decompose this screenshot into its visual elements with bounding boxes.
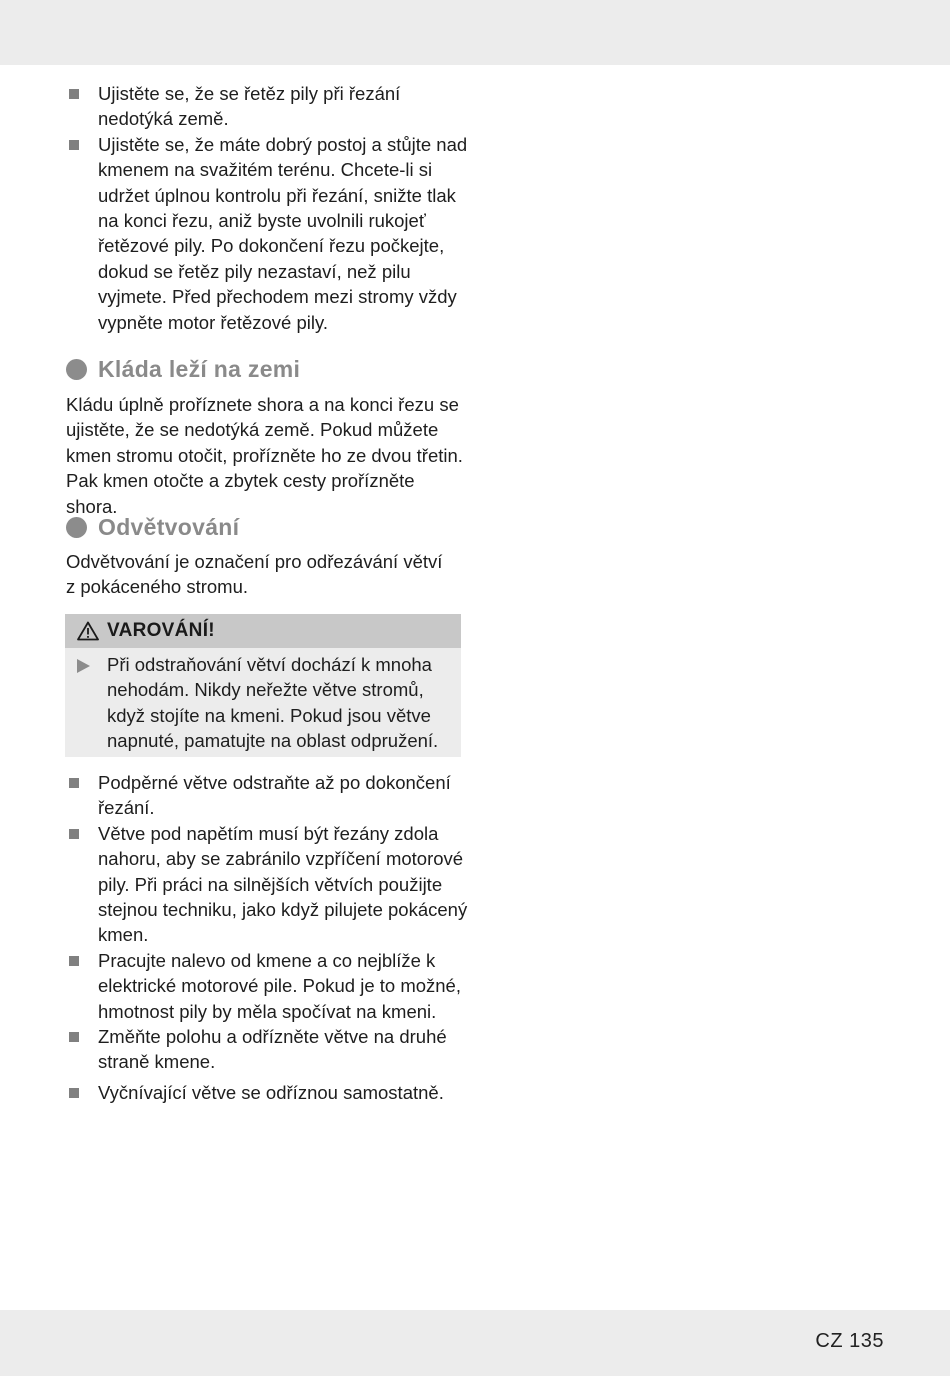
list-item-text: Pracujte nalevo od kmene a co nejblíže k elektrické motorové pile. Pokud je to možné, hmotnost pily by měla spočívat na kmeni. [98,949,461,1022]
list-item-text: Vyčnívající větve se odříznou samostatně. [98,1081,444,1103]
list-item [0,1080,468,1105]
square-bullet-icon [69,1032,79,1042]
square-bullet-icon [69,778,79,788]
square-bullet-icon [69,829,79,839]
list-item [0,770,468,821]
footer-band [0,1310,950,1376]
warning-header [65,614,461,648]
section-paragraph: Kládu úplně proříznete shora a na konci řezu se ujistěte, že se nedotýká země. Pokud můžete kmen stromu otočit, prořízněte ho ze dvou třetin. Pak kmen otočte a zbytek cesty prořízněte shora. [66,394,463,517]
page-number: CZ 135 [815,1330,884,1352]
circle-bullet-icon [66,359,87,380]
circle-bullet-icon [66,517,87,538]
warning-box [65,614,461,757]
list-item-text: Ujistěte se, že se řetěz pily při řezání nedotýká země. [98,83,401,130]
warning-triangle-icon [77,621,99,641]
bullet-list-top [0,81,468,335]
bullet-list-bottom [0,770,468,1105]
arrow-right-icon [77,659,90,673]
square-bullet-icon [69,89,79,99]
list-item-text: Ujistěte se, že máte dobrý postoj a stůjte nad kmenem na svažitém terénu. Chcete-li si udržet úplnou kontrolu při řezání, snižte tlak na konci řezu, aniž byste uvolnili rukojeť řetězové pily. Po dokončení řezu počkejte, dokud se řetěz pily nezastaví, než pilu vyjmete. Před přechodem mezi stromy vždy vypněte motor řetězové pily. [98,133,468,333]
section-heading-text: Odvětvování [98,514,240,540]
list-item-text: Podpěrné větve odstraňte až po dokončení řezání. [98,772,451,819]
section-heading-text: Kláda leží na zemi [98,356,301,382]
list-item [0,132,468,335]
warning-title: VAROVÁNÍ! [107,620,215,641]
square-bullet-icon [69,956,79,966]
section-paragraph: Odvětvování je označení pro odřezávání větví z pokáceného stromu. [66,551,443,598]
square-bullet-icon [69,140,79,150]
warning-body [65,648,461,754]
warning-text: Při odstraňování větví dochází k mnoha nehodám. Nikdy neřežte větve stromů, když stojíte na kmeni. Pokud jsou větve napnuté, pamatujte na oblast odpružení. [107,654,439,752]
list-item [0,948,468,1024]
list-item-text: Změňte polohu a odřízněte větve na druhé straně kmene. [98,1026,447,1073]
section-heading-klada [66,356,300,383]
square-bullet-icon [69,1088,79,1098]
list-item [0,1024,468,1075]
header-band [0,0,950,65]
list-item [0,821,468,948]
list-item [0,81,468,132]
list-item-text: Větve pod napětím musí být řezány zdola nahoru, aby se zabránilo vzpříčení motorové pily. Při práci na silnějších větvích použijte stejnou techniku, jako když pilujete pokácený kmen. [98,822,468,946]
section-heading-odvetvovani [66,514,239,541]
